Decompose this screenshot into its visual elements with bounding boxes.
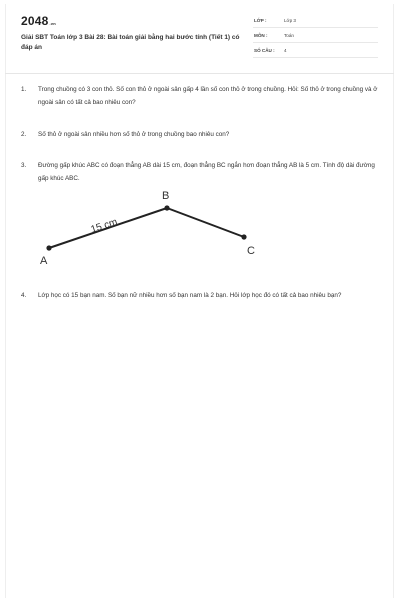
segment-bc [167, 208, 244, 237]
question-number: 3. [21, 162, 27, 169]
meta-label-subject: MÔN : [254, 33, 268, 38]
logo-text: 2048 [21, 14, 49, 28]
label-a: A [40, 255, 48, 267]
question-text: Số thỏ ở ngoài sân nhiều hơn số thỏ ở trong chuồng bao nhiêu con? [38, 131, 230, 138]
meta-value-count: 4 [284, 48, 287, 53]
site-logo[interactable] [21, 14, 56, 28]
point-a-dot [46, 245, 51, 250]
meta-divider [253, 57, 378, 58]
point-b-dot [164, 205, 169, 210]
question-text: Lớp học có 15 bạn nam. Số bạn nữ nhiều hơn số bạn nam là 2 bạn. Hỏi lớp học đó có tất cả bao nhiêu bạn? [38, 292, 342, 299]
question-2 [0, 128, 400, 144]
document-title: Giải SBT Toán lớp 3 Bài 28: Bài toán giải bằng hai bước tính (Tiết 1) có đáp án [21, 34, 240, 51]
polyline-abc-figure [30, 182, 270, 272]
question-text: Đường gấp khúc ABC có đoạn thẳng AB dài 15 cm, đoạn thẳng BC ngắn hơn đoạn thẳng AB là 5 cm. Tính độ dài đường gấp khúc ABC. [38, 162, 375, 182]
logo-suffix: .vn [49, 21, 56, 26]
header-separator [5, 73, 394, 74]
question-4 [0, 289, 400, 319]
meta-value-subject: Toán [284, 33, 294, 38]
question-number: 1. [21, 86, 27, 93]
question-text: Trong chuồng có 3 con thỏ. Số con thỏ ở ngoài sân gấp 4 lần số con thỏ ở trong chuồng. Hỏi: Số thỏ ở trong chuồng và ở ngoài sân có tất cả bao nhiêu con? [38, 86, 378, 106]
meta-divider [253, 27, 378, 28]
label-b: B [162, 190, 170, 202]
question-1 [0, 83, 400, 113]
question-number: 4. [21, 292, 27, 299]
question-number: 2. [21, 131, 27, 138]
meta-divider [253, 42, 378, 43]
label-c: C [247, 245, 255, 257]
label-ab-length: 15 cm [89, 216, 119, 236]
point-c-dot [241, 234, 246, 239]
meta-label-grade: LỚP : [254, 18, 267, 23]
meta-label-count: SỐ CÂU : [254, 48, 275, 53]
meta-value-grade: Lớp 3 [284, 18, 296, 23]
